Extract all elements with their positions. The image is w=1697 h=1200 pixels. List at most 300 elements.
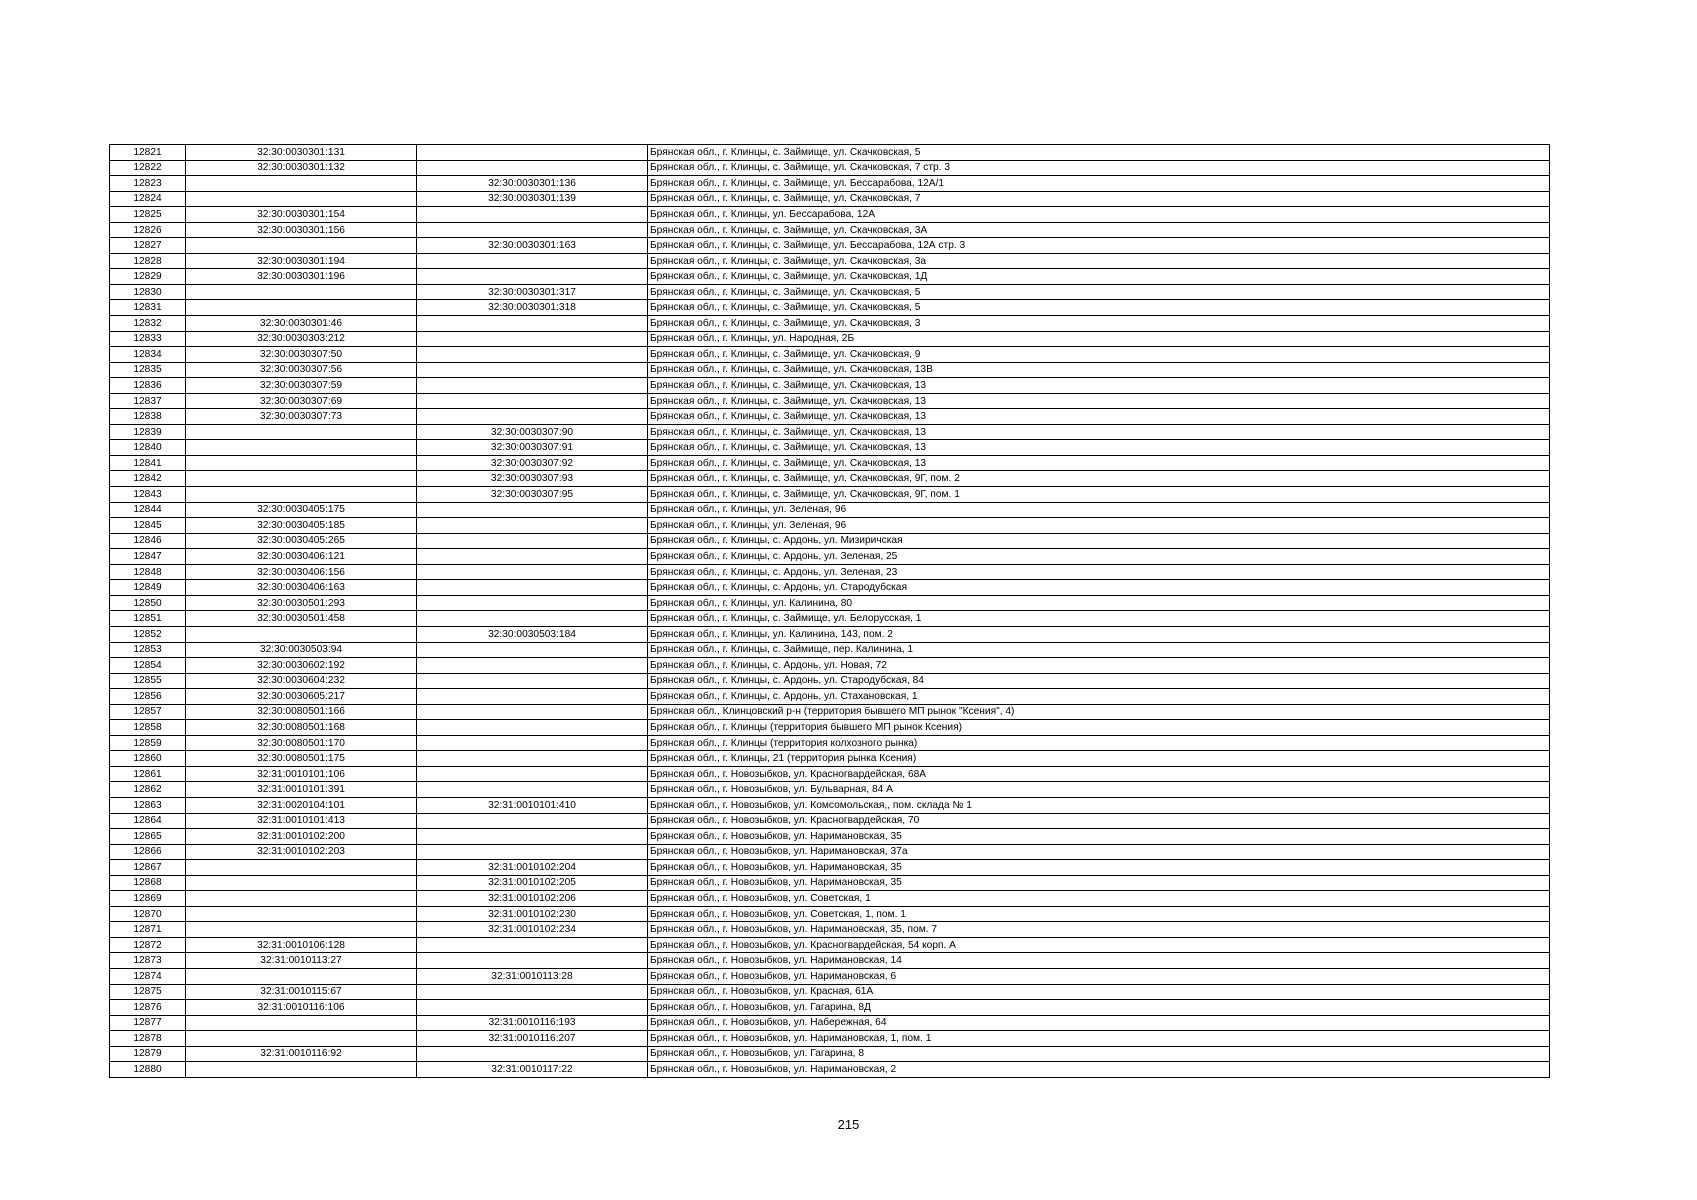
row-number-cell: 12837 <box>110 393 186 409</box>
cadastral-number-cell <box>186 875 417 891</box>
table-row <box>110 393 1550 409</box>
page-number: 215 <box>837 1117 860 1132</box>
row-number-cell: 12829 <box>110 269 186 285</box>
address-cell: Брянская обл., г. Клинцы, с. Займище, ул. Скачковская, 5 <box>648 300 1550 316</box>
cadastral-number-secondary-cell <box>417 673 648 689</box>
table-row <box>110 595 1550 611</box>
table-row <box>110 1062 1550 1078</box>
address-cell: Брянская обл., г. Клинцы, ул. Зеленая, 96 <box>648 502 1550 518</box>
table-row <box>110 1000 1550 1016</box>
table-row <box>110 471 1550 487</box>
address-cell: Брянская обл., г. Клинцы, с. Займище, ул. Скачковская, 9Г, пом. 2 <box>648 471 1550 487</box>
row-number-cell: 12855 <box>110 673 186 689</box>
row-number-cell: 12838 <box>110 409 186 425</box>
row-number-cell: 12858 <box>110 720 186 736</box>
row-number-cell: 12839 <box>110 424 186 440</box>
table-row <box>110 502 1550 518</box>
cadastral-number-cell: 32:31:0010116:92 <box>186 1046 417 1062</box>
cadastral-number-secondary-cell: 32:30:0030307:92 <box>417 455 648 471</box>
address-cell: Брянская обл., г. Новозыбков, ул. Наримановская, 2 <box>648 1062 1550 1078</box>
table-row <box>110 533 1550 549</box>
table-row <box>110 751 1550 767</box>
cadastral-number-cell <box>186 860 417 876</box>
table-row <box>110 316 1550 332</box>
cadastral-number-cell: 32:30:0030307:69 <box>186 393 417 409</box>
table-row <box>110 300 1550 316</box>
address-cell: Брянская обл., г. Клинцы, с. Ардонь, ул. Стародубская <box>648 580 1550 596</box>
cadastral-number-secondary-cell: 32:30:0030307:93 <box>417 471 648 487</box>
row-number-cell: 12850 <box>110 595 186 611</box>
row-number-cell: 12833 <box>110 331 186 347</box>
address-cell: Брянская обл., г. Клинцы (территория бывшего МП рынок Ксения) <box>648 720 1550 736</box>
row-number-cell: 12827 <box>110 238 186 254</box>
cadastral-number-secondary-cell <box>417 269 648 285</box>
table-row <box>110 735 1550 751</box>
table-row <box>110 207 1550 223</box>
row-number-cell: 12841 <box>110 455 186 471</box>
cadastral-number-cell: 32:30:0030301:46 <box>186 316 417 332</box>
cadastral-number-cell: 32:30:0030307:73 <box>186 409 417 425</box>
cadastral-number-cell: 32:30:0030602:192 <box>186 658 417 674</box>
row-number-cell: 12877 <box>110 1015 186 1031</box>
cadastral-number-cell <box>186 906 417 922</box>
table-row <box>110 487 1550 503</box>
address-cell: Брянская обл., г. Клинцы, с. Займище, ул. Скачковская, 3А <box>648 222 1550 238</box>
address-cell: Брянская обл., г. Клинцы, ул. Калинина, 143, пом. 2 <box>648 626 1550 642</box>
row-number-cell: 12868 <box>110 875 186 891</box>
address-cell: Брянская обл., г. Клинцы, с. Займище, ул. Скачковская, 9Г, пом. 1 <box>648 487 1550 503</box>
cadastral-number-secondary-cell <box>417 549 648 565</box>
cadastral-number-cell <box>186 424 417 440</box>
table-row <box>110 253 1550 269</box>
cadastral-number-secondary-cell: 32:31:0010116:193 <box>417 1015 648 1031</box>
row-number-cell: 12874 <box>110 968 186 984</box>
cadastral-number-cell: 32:30:0030406:121 <box>186 549 417 565</box>
address-cell: Брянская обл., г. Новозыбков, ул. Наримановская, 35 <box>648 829 1550 845</box>
cadastral-number-secondary-cell <box>417 782 648 798</box>
row-number-cell: 12880 <box>110 1062 186 1078</box>
row-number-cell: 12828 <box>110 253 186 269</box>
cadastral-number-secondary-cell <box>417 331 648 347</box>
row-number-cell: 12857 <box>110 704 186 720</box>
row-number-cell: 12864 <box>110 813 186 829</box>
cadastral-number-secondary-cell: 32:30:0030307:90 <box>417 424 648 440</box>
address-cell: Брянская обл., г. Клинцы, с. Займище, ул. Скачковская, 1Д <box>648 269 1550 285</box>
cadastral-number-cell <box>186 440 417 456</box>
row-number-cell: 12844 <box>110 502 186 518</box>
address-cell: Брянская обл., г. Новозыбков, ул. Наримановская, 14 <box>648 953 1550 969</box>
registry-table <box>109 144 1550 1078</box>
cadastral-number-secondary-cell <box>417 378 648 394</box>
cadastral-number-secondary-cell <box>417 704 648 720</box>
cadastral-number-cell: 32:30:0080501:175 <box>186 751 417 767</box>
table-row <box>110 829 1550 845</box>
cadastral-number-cell <box>186 1015 417 1031</box>
cadastral-number-cell: 32:30:0030303:212 <box>186 331 417 347</box>
cadastral-number-secondary-cell <box>417 611 648 627</box>
address-cell: Брянская обл., г. Новозыбков, ул. Советская, 1, пом. 1 <box>648 906 1550 922</box>
address-cell: Брянская обл., г. Клинцы, с. Займище, ул. Скачковская, 7 стр. 3 <box>648 160 1550 176</box>
table-row <box>110 844 1550 860</box>
table-row <box>110 611 1550 627</box>
cadastral-number-cell: 32:30:0080501:170 <box>186 735 417 751</box>
address-cell: Брянская обл., г. Клинцы, с. Займище, ул. Скачковская, 3 <box>648 316 1550 332</box>
table-row <box>110 1015 1550 1031</box>
cadastral-number-secondary-cell <box>417 984 648 1000</box>
cadastral-number-secondary-cell: 32:30:0030307:91 <box>417 440 648 456</box>
cadastral-number-cell <box>186 191 417 207</box>
table-row <box>110 860 1550 876</box>
address-cell: Брянская обл., г. Клинцы, с. Займище, ул. Бессарабова, 12А/1 <box>648 176 1550 192</box>
table-row <box>110 704 1550 720</box>
row-number-cell: 12861 <box>110 766 186 782</box>
row-number-cell: 12871 <box>110 922 186 938</box>
row-number-cell: 12859 <box>110 735 186 751</box>
table-row <box>110 937 1550 953</box>
cadastral-number-cell: 32:30:0080501:168 <box>186 720 417 736</box>
table-row <box>110 813 1550 829</box>
address-cell: Брянская обл., г. Новозыбков, ул. Красногвардейская, 68А <box>648 766 1550 782</box>
address-cell: Брянская обл., г. Новозыбков, ул. Наримановская, 37а <box>648 844 1550 860</box>
row-number-cell: 12825 <box>110 207 186 223</box>
cadastral-number-cell <box>186 471 417 487</box>
address-cell: Брянская обл., г. Новозыбков, ул. Наримановская, 35 <box>648 875 1550 891</box>
cadastral-number-secondary-cell <box>417 207 648 223</box>
table-row <box>110 922 1550 938</box>
address-cell: Брянская обл., г. Клинцы, с. Займище, пер. Калинина, 1 <box>648 642 1550 658</box>
table-row <box>110 222 1550 238</box>
row-number-cell: 12842 <box>110 471 186 487</box>
row-number-cell: 12835 <box>110 362 186 378</box>
cadastral-number-secondary-cell <box>417 160 648 176</box>
address-cell: Брянская обл., г. Новозыбков, ул. Гагарина, 8 <box>648 1046 1550 1062</box>
cadastral-number-cell: 32:30:0030605:217 <box>186 689 417 705</box>
row-number-cell: 12879 <box>110 1046 186 1062</box>
row-number-cell: 12875 <box>110 984 186 1000</box>
table-row <box>110 564 1550 580</box>
address-cell: Брянская обл., г. Клинцы, с. Займище, ул. Скачковская, 7 <box>648 191 1550 207</box>
cadastral-number-cell: 32:30:0030307:56 <box>186 362 417 378</box>
cadastral-number-secondary-cell <box>417 564 648 580</box>
cadastral-number-secondary-cell <box>417 658 648 674</box>
table-row <box>110 968 1550 984</box>
table-row <box>110 891 1550 907</box>
cadastral-number-cell: 32:30:0030301:156 <box>186 222 417 238</box>
cadastral-number-secondary-cell <box>417 720 648 736</box>
cadastral-number-cell: 32:30:0030301:194 <box>186 253 417 269</box>
cadastral-number-cell: 32:30:0080501:166 <box>186 704 417 720</box>
table-row <box>110 440 1550 456</box>
cadastral-number-cell <box>186 300 417 316</box>
cadastral-number-secondary-cell <box>417 393 648 409</box>
address-cell: Брянская обл., г. Клинцы, с. Ардонь, ул. Новая, 72 <box>648 658 1550 674</box>
table-row <box>110 378 1550 394</box>
cadastral-number-cell <box>186 922 417 938</box>
table-row <box>110 797 1550 813</box>
cadastral-number-cell <box>186 238 417 254</box>
table-row <box>110 409 1550 425</box>
row-number-cell: 12821 <box>110 145 186 161</box>
cadastral-number-cell: 32:30:0030405:175 <box>186 502 417 518</box>
row-number-cell: 12863 <box>110 797 186 813</box>
address-cell: Брянская обл., г. Новозыбков, ул. Красногвардейская, 70 <box>648 813 1550 829</box>
cadastral-number-cell: 32:31:0010102:200 <box>186 829 417 845</box>
address-cell: Брянская обл., г. Клинцы, ул. Зеленая, 96 <box>648 518 1550 534</box>
cadastral-number-cell: 32:30:0030406:163 <box>186 580 417 596</box>
row-number-cell: 12826 <box>110 222 186 238</box>
address-cell: Брянская обл., г. Клинцы, с. Ардонь, ул. Зеленая, 25 <box>648 549 1550 565</box>
cadastral-number-secondary-cell <box>417 735 648 751</box>
address-cell: Брянская обл., г. Клинцы, с. Займище, ул. Скачковская, 9 <box>648 347 1550 363</box>
row-number-cell: 12832 <box>110 316 186 332</box>
address-cell: Брянская обл., г. Новозыбков, ул. Наримановская, 6 <box>648 968 1550 984</box>
cadastral-number-cell <box>186 1062 417 1078</box>
cadastral-number-secondary-cell: 32:31:0010113:28 <box>417 968 648 984</box>
cadastral-number-secondary-cell <box>417 362 648 378</box>
cadastral-number-cell: 32:31:0010113:27 <box>186 953 417 969</box>
address-cell: Брянская обл., г. Клинцы, с. Займище, ул. Скачковская, 5 <box>648 145 1550 161</box>
table-row <box>110 642 1550 658</box>
cadastral-number-secondary-cell: 32:30:0030301:318 <box>417 300 648 316</box>
cadastral-number-cell <box>186 284 417 300</box>
table-row <box>110 766 1550 782</box>
row-number-cell: 12856 <box>110 689 186 705</box>
address-cell: Брянская обл., г. Новозыбков, ул. Красногвардейская, 54 корп. А <box>648 937 1550 953</box>
address-cell: Брянская обл., г. Новозыбков, ул. Комсомольская,, пом. склада № 1 <box>648 797 1550 813</box>
address-cell: Брянская обл., г. Клинцы, с. Займище, ул. Бессарабова, 12А стр. 3 <box>648 238 1550 254</box>
table-row <box>110 626 1550 642</box>
cadastral-number-secondary-cell: 32:30:0030301:139 <box>417 191 648 207</box>
address-cell: Брянская обл., г. Клинцы, ул. Народная, 2Б <box>648 331 1550 347</box>
table-row <box>110 658 1550 674</box>
address-cell: Брянская обл., г. Клинцы, ул. Калинина, 80 <box>648 595 1550 611</box>
row-number-cell: 12872 <box>110 937 186 953</box>
cadastral-number-cell: 32:31:0010101:391 <box>186 782 417 798</box>
address-cell: Брянская обл., г. Новозыбков, ул. Советская, 1 <box>648 891 1550 907</box>
cadastral-number-secondary-cell: 32:31:0010102:230 <box>417 906 648 922</box>
row-number-cell: 12862 <box>110 782 186 798</box>
cadastral-number-cell: 32:31:0010102:203 <box>186 844 417 860</box>
table-row <box>110 191 1550 207</box>
cadastral-number-secondary-cell: 32:31:0010102:206 <box>417 891 648 907</box>
table-row <box>110 347 1550 363</box>
cadastral-number-cell: 32:30:0030301:132 <box>186 160 417 176</box>
cadastral-number-secondary-cell <box>417 829 648 845</box>
cadastral-number-secondary-cell: 32:31:0010117:22 <box>417 1062 648 1078</box>
table-row <box>110 875 1550 891</box>
table-row <box>110 984 1550 1000</box>
address-cell: Брянская обл., г. Клинцы, с. Займище, ул. Белорусская, 1 <box>648 611 1550 627</box>
cadastral-number-secondary-cell <box>417 642 648 658</box>
cadastral-number-secondary-cell: 32:31:0010102:205 <box>417 875 648 891</box>
cadastral-number-secondary-cell <box>417 580 648 596</box>
table-row <box>110 673 1550 689</box>
table-row <box>110 176 1550 192</box>
row-number-cell: 12846 <box>110 533 186 549</box>
row-number-cell: 12854 <box>110 658 186 674</box>
address-cell: Брянская обл., г. Клинцы, с. Ардонь, ул. Мизиричская <box>648 533 1550 549</box>
cadastral-number-cell: 32:30:0030503:94 <box>186 642 417 658</box>
cadastral-number-secondary-cell <box>417 813 648 829</box>
table-row <box>110 689 1550 705</box>
cadastral-number-cell: 32:30:0030301:131 <box>186 145 417 161</box>
cadastral-number-cell: 32:31:0020104:101 <box>186 797 417 813</box>
cadastral-number-cell: 32:30:0030301:154 <box>186 207 417 223</box>
row-number-cell: 12866 <box>110 844 186 860</box>
cadastral-number-secondary-cell: 32:30:0030301:136 <box>417 176 648 192</box>
cadastral-number-secondary-cell <box>417 316 648 332</box>
table-row <box>110 518 1550 534</box>
address-cell: Брянская обл., г. Клинцы, с. Ардонь, ул. Стахановская, 1 <box>648 689 1550 705</box>
cadastral-number-secondary-cell: 32:30:0030301:163 <box>417 238 648 254</box>
row-number-cell: 12869 <box>110 891 186 907</box>
cadastral-number-secondary-cell <box>417 347 648 363</box>
table-row <box>110 455 1550 471</box>
cadastral-number-cell: 32:30:0030406:156 <box>186 564 417 580</box>
address-cell: Брянская обл., Клинцовский р-н (территория бывшего МП рынок "Ксения", 4) <box>648 704 1550 720</box>
cadastral-number-secondary-cell <box>417 502 648 518</box>
cadastral-number-secondary-cell <box>417 533 648 549</box>
address-cell: Брянская обл., г. Новозыбков, ул. Набережная, 64 <box>648 1015 1550 1031</box>
cadastral-number-cell: 32:30:0030501:293 <box>186 595 417 611</box>
address-cell: Брянская обл., г. Клинцы, с. Займище, ул. Скачковская, 13 <box>648 424 1550 440</box>
cadastral-number-cell <box>186 455 417 471</box>
cadastral-number-secondary-cell: 32:30:0030307:95 <box>417 487 648 503</box>
address-cell: Брянская обл., г. Клинцы, с. Займище, ул. Скачковская, 5 <box>648 284 1550 300</box>
row-number-cell: 12845 <box>110 518 186 534</box>
cadastral-number-secondary-cell: 32:31:0010102:204 <box>417 860 648 876</box>
cadastral-number-secondary-cell <box>417 409 648 425</box>
row-number-cell: 12830 <box>110 284 186 300</box>
cadastral-number-cell <box>186 487 417 503</box>
cadastral-number-cell <box>186 176 417 192</box>
row-number-cell: 12867 <box>110 860 186 876</box>
registry-table-body <box>110 145 1550 1078</box>
address-cell: Брянская обл., г. Клинцы, ул. Бессарабова, 12А <box>648 207 1550 223</box>
cadastral-number-cell <box>186 626 417 642</box>
address-cell: Брянская обл., г. Клинцы, с. Займище, ул. Скачковская, 13 <box>648 455 1550 471</box>
row-number-cell: 12851 <box>110 611 186 627</box>
table-row <box>110 1031 1550 1047</box>
cadastral-number-secondary-cell <box>417 145 648 161</box>
row-number-cell: 12852 <box>110 626 186 642</box>
row-number-cell: 12853 <box>110 642 186 658</box>
address-cell: Брянская обл., г. Клинцы, с. Займище, ул. Скачковская, 13 <box>648 440 1550 456</box>
address-cell: Брянская обл., г. Клинцы, с. Займище, ул. Скачковская, 13 <box>648 393 1550 409</box>
address-cell: Брянская обл., г. Клинцы, с. Займище, ул. Скачковская, 13 <box>648 378 1550 394</box>
cadastral-number-cell: 32:31:0010101:106 <box>186 766 417 782</box>
cadastral-number-cell: 32:30:0030307:59 <box>186 378 417 394</box>
cadastral-number-cell: 32:31:0010116:106 <box>186 1000 417 1016</box>
table-row <box>110 160 1550 176</box>
cadastral-number-secondary-cell: 32:30:0030503:184 <box>417 626 648 642</box>
address-cell: Брянская обл., г. Новозыбков, ул. Красная, 61А <box>648 984 1550 1000</box>
address-cell: Брянская обл., г. Новозыбков, ул. Гагарина, 8Д <box>648 1000 1550 1016</box>
cadastral-number-cell: 32:30:0030307:50 <box>186 347 417 363</box>
cadastral-number-cell: 32:31:0010101:413 <box>186 813 417 829</box>
cadastral-number-secondary-cell <box>417 518 648 534</box>
table-row <box>110 1046 1550 1062</box>
table-row <box>110 580 1550 596</box>
row-number-cell: 12860 <box>110 751 186 767</box>
table-row <box>110 145 1550 161</box>
cadastral-number-cell: 32:30:0030405:265 <box>186 533 417 549</box>
cadastral-number-secondary-cell <box>417 766 648 782</box>
cadastral-number-cell <box>186 968 417 984</box>
address-cell: Брянская обл., г. Клинцы, с. Ардонь, ул. Зеленая, 23 <box>648 564 1550 580</box>
address-cell: Брянская обл., г. Новозыбков, ул. Наримановская, 1, пом. 1 <box>648 1031 1550 1047</box>
cadastral-number-cell: 32:30:0030301:196 <box>186 269 417 285</box>
row-number-cell: 12843 <box>110 487 186 503</box>
cadastral-number-secondary-cell: 32:31:0010102:234 <box>417 922 648 938</box>
row-number-cell: 12840 <box>110 440 186 456</box>
row-number-cell: 12865 <box>110 829 186 845</box>
cadastral-number-secondary-cell <box>417 595 648 611</box>
cadastral-number-cell: 32:30:0030405:185 <box>186 518 417 534</box>
row-number-cell: 12834 <box>110 347 186 363</box>
address-cell: Брянская обл., г. Новозыбков, ул. Бульварная, 84 А <box>648 782 1550 798</box>
row-number-cell: 12873 <box>110 953 186 969</box>
address-cell: Брянская обл., г. Клинцы, с. Займище, ул. Скачковская, 13 <box>648 409 1550 425</box>
row-number-cell: 12823 <box>110 176 186 192</box>
table-row <box>110 238 1550 254</box>
cadastral-number-secondary-cell <box>417 253 648 269</box>
cadastral-number-secondary-cell: 32:30:0030301:317 <box>417 284 648 300</box>
cadastral-number-cell: 32:31:0010115:67 <box>186 984 417 1000</box>
address-cell: Брянская обл., г. Новозыбков, ул. Наримановская, 35 <box>648 860 1550 876</box>
table-row <box>110 906 1550 922</box>
table-row <box>110 953 1550 969</box>
row-number-cell: 12831 <box>110 300 186 316</box>
address-cell: Брянская обл., г. Клинцы, с. Займище, ул. Скачковская, 13В <box>648 362 1550 378</box>
table-row <box>110 269 1550 285</box>
address-cell: Брянская обл., г. Клинцы (территория колхозного рынка) <box>648 735 1550 751</box>
address-cell: Брянская обл., г. Клинцы, с. Ардонь, ул. Стародубская, 84 <box>648 673 1550 689</box>
cadastral-number-secondary-cell <box>417 1000 648 1016</box>
cadastral-number-cell: 32:31:0010106:128 <box>186 937 417 953</box>
cadastral-number-secondary-cell <box>417 222 648 238</box>
row-number-cell: 12836 <box>110 378 186 394</box>
cadastral-number-cell <box>186 1031 417 1047</box>
table-row <box>110 284 1550 300</box>
row-number-cell: 12824 <box>110 191 186 207</box>
table-row <box>110 331 1550 347</box>
row-number-cell: 12822 <box>110 160 186 176</box>
row-number-cell: 12878 <box>110 1031 186 1047</box>
table-row <box>110 782 1550 798</box>
table-row <box>110 549 1550 565</box>
cadastral-number-secondary-cell <box>417 953 648 969</box>
table-row <box>110 424 1550 440</box>
cadastral-number-secondary-cell: 32:31:0010101:410 <box>417 797 648 813</box>
cadastral-number-cell <box>186 891 417 907</box>
table-row <box>110 720 1550 736</box>
table-row <box>110 362 1550 378</box>
cadastral-number-secondary-cell <box>417 751 648 767</box>
cadastral-number-secondary-cell <box>417 689 648 705</box>
cadastral-number-cell: 32:30:0030604:232 <box>186 673 417 689</box>
cadastral-number-cell: 32:30:0030501:458 <box>186 611 417 627</box>
row-number-cell: 12876 <box>110 1000 186 1016</box>
row-number-cell: 12870 <box>110 906 186 922</box>
address-cell: Брянская обл., г. Клинцы, с. Займище, ул. Скачковская, 3а <box>648 253 1550 269</box>
row-number-cell: 12848 <box>110 564 186 580</box>
cadastral-number-secondary-cell <box>417 937 648 953</box>
row-number-cell: 12849 <box>110 580 186 596</box>
cadastral-number-secondary-cell: 32:31:0010116:207 <box>417 1031 648 1047</box>
address-cell: Брянская обл., г. Новозыбков, ул. Наримановская, 35, пом. 7 <box>648 922 1550 938</box>
cadastral-number-secondary-cell <box>417 1046 648 1062</box>
